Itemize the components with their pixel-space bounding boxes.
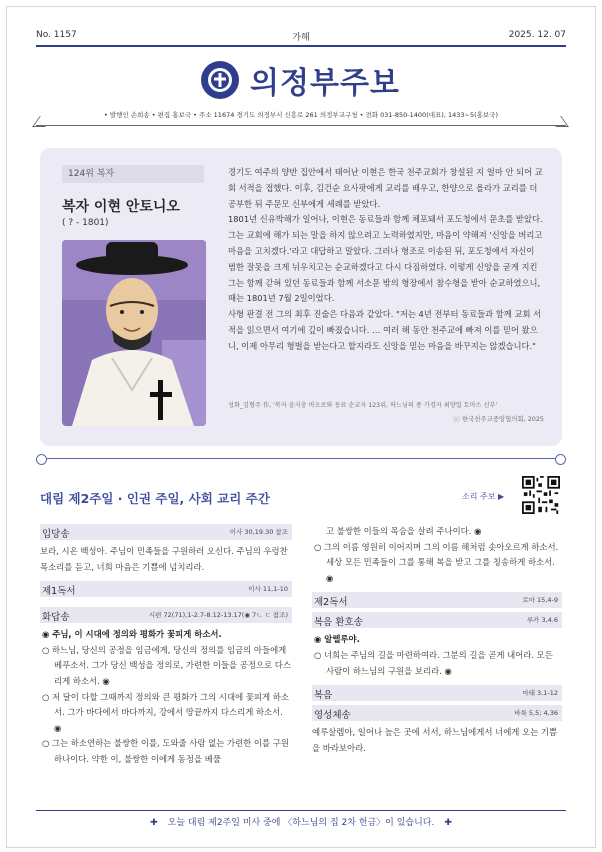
entrance-antiphon-header	[40, 524, 292, 540]
communion-antiphon-header	[312, 705, 562, 721]
saint-paragraph: 경기도 여주의 양반 집안에서 태어난 이현은 한국 천주교회가 창설된 지 얼마 안 되어 교회 서적을 접했다. 이후, 김건순 요사팟에게 교리를 배우고, 한양으로 올라가 교리를 더 공부한 뒤 주문모 신부에게 세례를 받았다.	[228, 167, 543, 209]
section-name: 입당송	[42, 529, 70, 540]
section-name: 제2독서	[314, 597, 348, 609]
section-reference: 이사 11,1-10	[248, 585, 288, 594]
header-rule	[36, 45, 566, 47]
section-divider	[40, 458, 562, 459]
divider-dot-left	[36, 454, 47, 465]
section-reference: 로마 15,4-9	[522, 596, 558, 605]
painting-caption: 성화_김형주 作, '복자 윤지충 바오로와 동료 순교자 123위, 하느님의 종 가경자 최양업 토마스 신부'	[228, 402, 498, 409]
first-reading-header	[40, 581, 292, 597]
saint-paragraph: 1801년 신유박해가 일어나, 이현은 동료들과 함께 체포돼서 포도청에서 문초를 받았다. 그는 교회에 해가 되는 말을 하지 않으려고 노력하였지만, 마음이 약해져 '신앙을 버리고 마음을 고치겠다.'라고 대답하고 말았다. 그러나 형조로 이송된 뒤, 포도청에서 자신이 범한 잘못을 크게 뉘우치고는 순교하겠다고 다시 다짐하였다. 이렇게 신앙을 굳게 지킨 그는 함께 갇혀 있던 동료들과 함께 서소문 밖의 형장에서 참수형을 받아 순교하였으니, 때는 1801년 7월 2일이었다.	[228, 214, 543, 304]
saint-story	[228, 165, 544, 355]
saint-years: ( ? - 1801)	[62, 218, 109, 228]
section-name: 복음	[314, 690, 333, 702]
issue-number: No. 1157	[36, 30, 77, 40]
section-reference: 이사 30,19.30 참조	[229, 528, 288, 536]
gospel-acclamation-header	[312, 612, 562, 628]
footer-text: 오늘 대림 제2주일 미사 중에 〈하느님의 집 2차 헌금〉이 있습니다.	[167, 818, 435, 828]
section-name: 복음 환호송	[314, 617, 363, 629]
qr-code-icon[interactable]	[522, 476, 560, 514]
psalm-verse: ○ 하느님, 당신의 공정을 임금에게, 당신의 정의를 임금의 아들에게 베푸소서. 그가 당신 백성을 정의로, 가련한 이들을 공정으로 다스리게 하소서. ◉	[42, 644, 291, 686]
saint-tag: 124위 복자	[62, 165, 204, 183]
section-name: 화답송	[42, 612, 70, 624]
section-reference: 루카 3,4.6	[526, 616, 558, 625]
publisher-rule	[36, 125, 566, 126]
second-reading-header	[312, 592, 562, 608]
psalm-verse: ○ 그의 이름 영원히 이어지며 그의 이름 해처럼 솟아오르게 하소서. 세상 모든 민족들이 그를 통해 복을 받고 그를 칭송하게 하소서. ◉	[314, 541, 559, 583]
sunday-title: 대림 제2주일 · 인권 주일, 사회 교리 주간	[40, 491, 270, 506]
psalm-verse-continued: 고 불쌍한 이들의 목숨을 살려 주나이다. ◉	[326, 526, 482, 536]
newsletter-title: 의정부주보	[250, 66, 400, 101]
section-name: 영성체송	[314, 710, 351, 722]
diocese-logo	[200, 60, 240, 100]
audio-bulletin-link[interactable]: 소리 주보 ▶	[462, 492, 505, 501]
footer-notice	[36, 815, 566, 828]
footer-rule	[36, 810, 566, 811]
divider-dot-right	[555, 454, 566, 465]
communion-antiphon-text: 예루살렘아, 일어나 높은 곳에 서서, 하느님에게서 너에게 오는 기쁨을 바라보아라.	[312, 727, 558, 753]
left-column	[40, 524, 292, 768]
section-name: 제1독서	[42, 586, 76, 598]
publisher-info: • 발행인 손희송 • 편집 홍보국 • 주소 11674 경기도 의정부시 신흥로 261 의정부교구청 • 전화 031-850-1400(대표), 1433~5(홍보국)	[104, 111, 498, 119]
section-reference: 마태 3,1-12	[522, 689, 558, 698]
section-reference: 시편 72(71),1-2.7-8.12-13.17(◉ 7ㄴ ㄷ 참조)	[148, 611, 288, 620]
cross-icon: ✚	[150, 818, 158, 828]
entrance-antiphon-text: 보라, 시온 백성아. 주님이 민족들을 구원하러 오신다. 주님의 우렁찬 목소리를 듣고, 너희 마음은 기쁨에 넘치리라.	[40, 546, 288, 572]
saint-paragraph: 사형 판결 전 그의 최후 진술은 다음과 같았다. "저는 4년 전부터 동료들과 함께 교회 서적을 읽으면서 여기에 깊이 빠졌습니다. … 여러 해 동안 천주교에 빠져 이를 믿어 왔으니, 이제 아무리 형벌을 받는다고 할지라도 신앙을 믿는 마음을 바꾸지는 않겠습니다."	[228, 309, 542, 351]
psalm-verse: ○ 저 달이 다할 그때까지 정의와 큰 평화가 그의 시대에 꽃피게 하소서. 그가 바다에서 바다까지, 강에서 땅끝까지 다스리게 하소서. ◉	[42, 691, 289, 733]
alleluia-response: ◉ 알렐루야.	[314, 634, 360, 645]
copyright-notice: ⓒ 한국천주교중앙협의회, 2025	[453, 415, 544, 423]
alleluia-verse: ○ 너희는 주님의 길을 마련하여라. 그분의 길을 곧게 내어라. 모든 사람이 하느님의 구원을 보리라. ◉	[314, 649, 553, 676]
gospel-header	[312, 685, 562, 701]
psalm-verse: ○ 그는 하소연하는 불쌍한 이를, 도와줄 사람 없는 가련한 이를 구원하나이다. 약한 이, 불쌍한 이에게 동정을 베풀	[42, 738, 289, 764]
issue-date: 2025. 12. 07	[508, 30, 566, 40]
top-bar	[36, 30, 566, 42]
psalm-response: ◉ 주님, 이 시대에 정의와 평화가 꽃피게 하소서.	[42, 629, 222, 640]
liturgical-year: 가해	[292, 33, 310, 43]
right-column	[312, 524, 562, 756]
section-reference: 바룩 5,5; 4,36	[514, 709, 558, 718]
saint-portrait	[62, 240, 206, 426]
psalm-header	[40, 607, 292, 623]
saint-name: 복자 이현 안토니오	[62, 199, 180, 215]
cross-icon: ✚	[444, 818, 452, 828]
